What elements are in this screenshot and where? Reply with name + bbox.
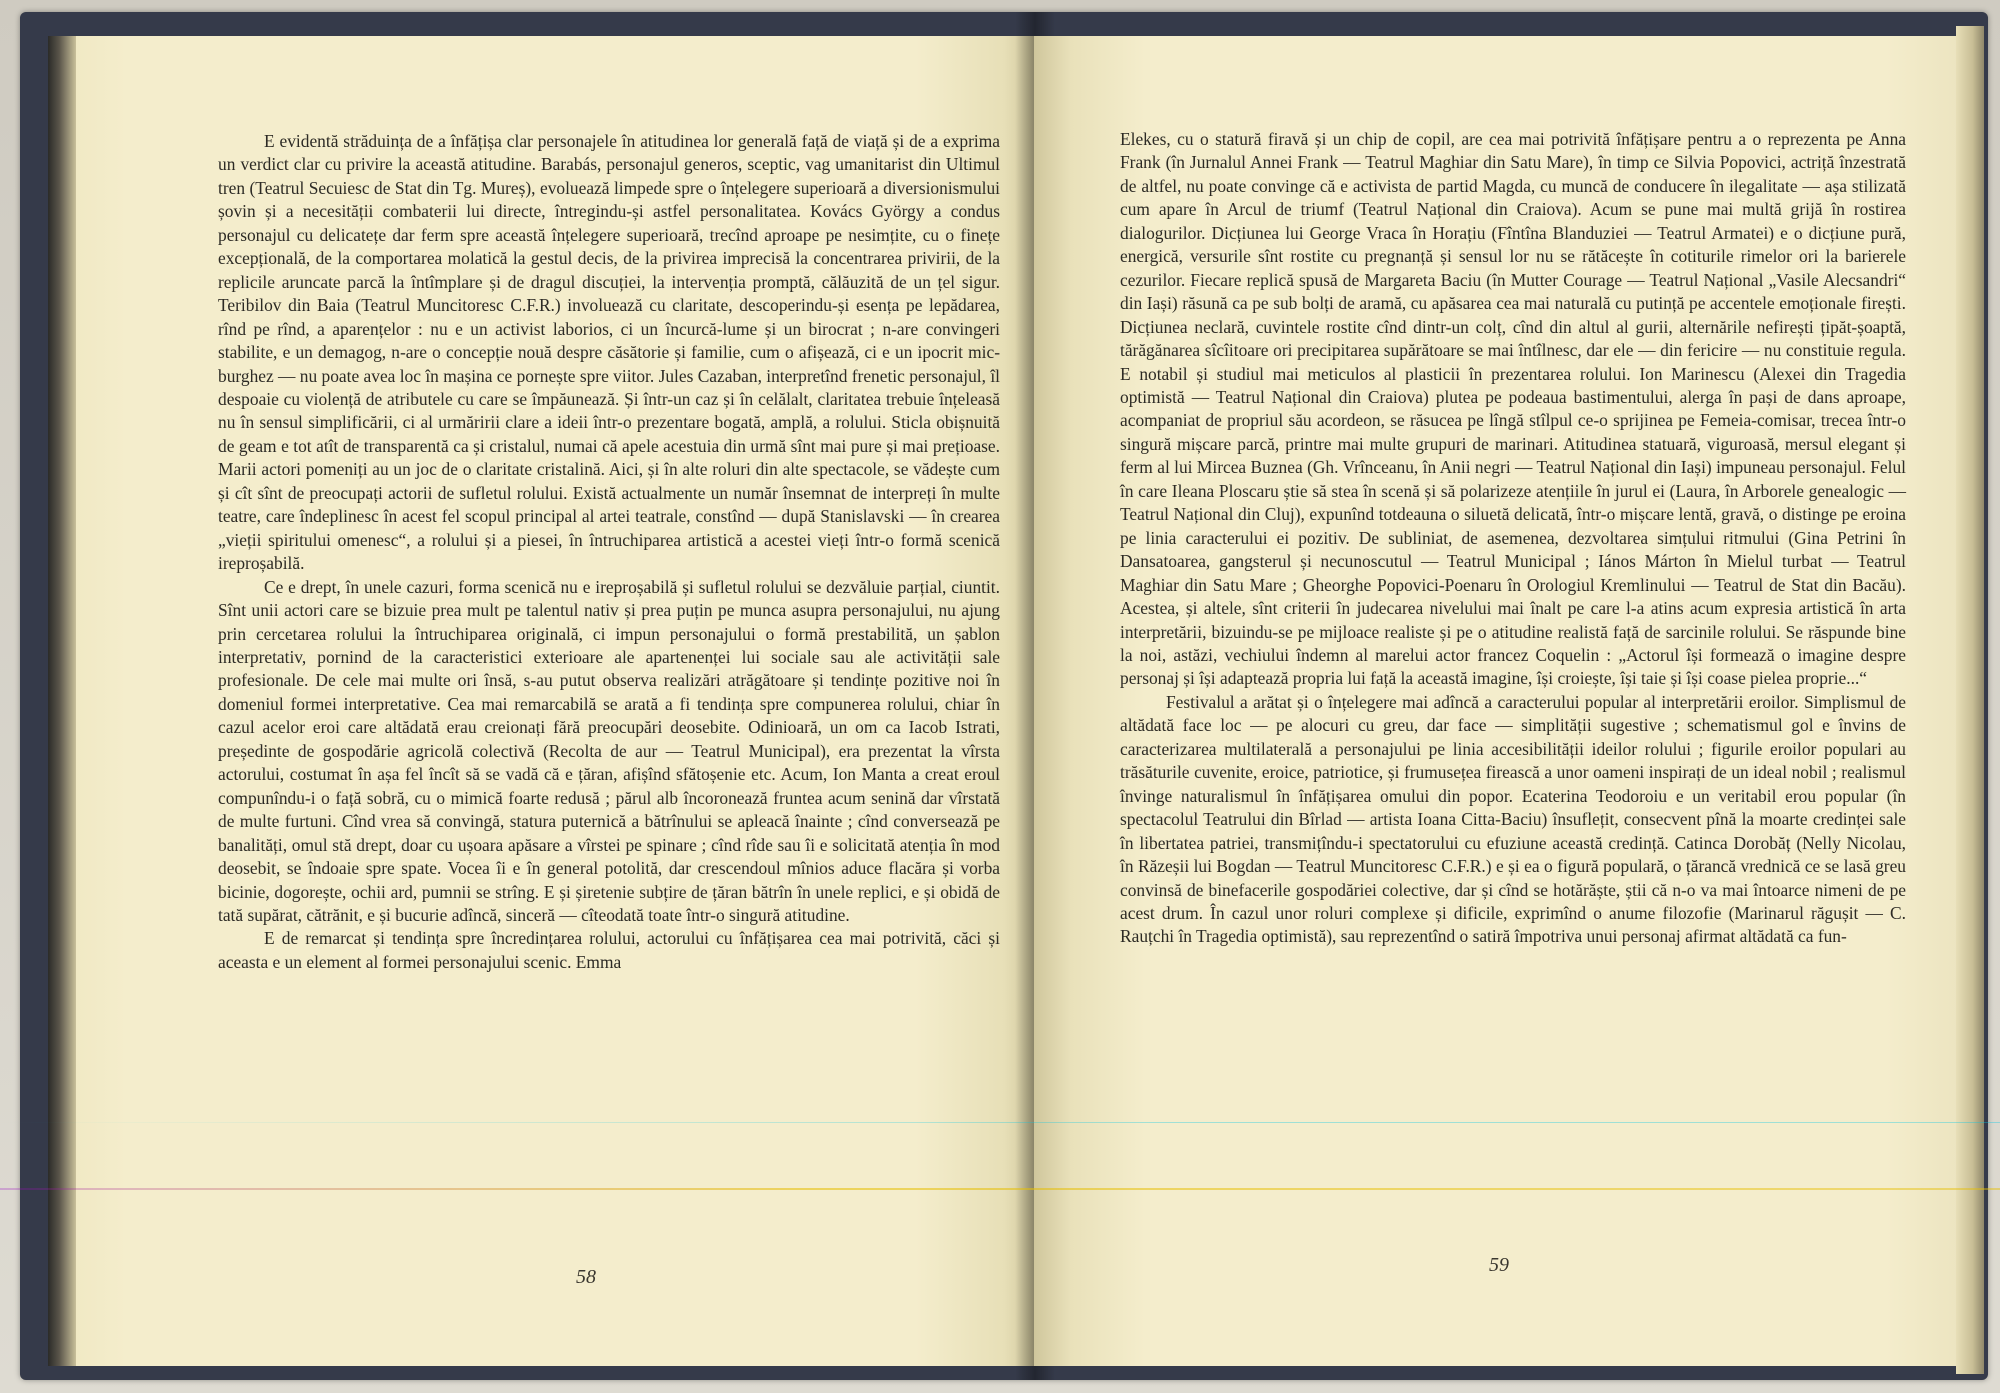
left-page — [48, 36, 1034, 1366]
paragraph: E de remarcat și tendința spre încredințarea rolului, actorului cu înfățișarea cea mai potrivită, căci și aceasta e un element al formei personajului scenic. Emma — [218, 928, 1000, 972]
scan-artifact-line — [0, 1122, 2000, 1123]
page-stack-edge — [1956, 26, 1984, 1374]
page-number: 58 — [576, 1266, 596, 1288]
page-edge-shadow — [48, 36, 76, 1366]
right-page-text — [1120, 128, 1906, 949]
paragraph: E evidentă străduința de a înfățișa clar personajele în atitudinea lor generală față de viață și de a exprima un verdict clar cu privire la această atitudine. Barabás, personajul generos, sceptic, vag umanitarist din Ultimul tren (Teatrul Secuiesc de Stat din Tg. Mureș), evoluează limpede spre o înțelegere superioară a diversionismului șovin și a necesității combaterii lui directe, întregindu-și astfel personalitatea. Kovács György a condus personajul cu delicatețe dar ferm spre această înțelegere superioară, trecînd aproape pe nesimțite, cu o finețe excepțională, de la comportarea molatică la gestul decis, de la privirea imprecisă la concentrarea privirii, de la replicile aruncate parcă la întîmplare și de dragul discuției, la intervenția promptă, călăuzită de un țel sigur. Teribilov din Baia (Teatrul Muncitoresc C.F.R.) involuează cu claritate, descoperindu-și esența pe lepădarea, rînd pe rînd, a aparențelor : nu e un activist laborios, ci un încurcă-lume și un birocrat ; n-are convingeri stabilite, e un demagog, n-are o concepție nouă despre căsătorie și familie, cum o afișează, ci e un ipocrit mic-burghez — nu poate avea loc în mașina ce pornește spre viitor. Jules Cazaban, interpretînd frenetic personajul, îl despoaie cu violență de atributele cu care se împăunează. Și într-un caz și în celălalt, claritatea trebuie înțeleasă nu în sensul simplificării, ci al urmăririi clare a ideii într-o prezentare bogată, amplă, a rolului. Sticla obișnuită de geam e tot atît de transparentă ca și cristalul, numai că apele acestuia din urmă sînt mai pure și mai prețioase. Marii actori pomeniți au un joc de o claritate cristalină. Aici, și în alte roluri din alte spectacole, se vădește cum și cît sînt de preocupați actorii de sufletul rolului. Există actualmente un număr însemnat de interpreți în multe teatre, care îndeplinesc în acest fel scopul principal al artei teatrale, constînd — după Stanislavski — în crearea „vieții spiritului omenesc“, a rolului și a piesei, în întruchiparea artistică a acestei vieți într-o formă scenică ireproșabilă. — [218, 131, 1000, 574]
paragraph: Ce e drept, în unele cazuri, forma scenică nu e ireproșabilă și sufletul rolului se dezvăluie parțial, ciuntit. Sînt unii actori care se bizuie prea mult pe talentul nativ și prea puțin pe munca asupra personajului, nu ajung prin cercetarea rolului la întruchiparea originală, ci impun personajului o formă prestabilită, un șablon interpretativ, pornind de la caracteristici exterioare ale apartenenței lui sociale sau ale activității sale profesionale. De cele mai multe ori însă, s-au putut observa realizări atrăgătoare și tendințe pozitive noi în domeniul formei interpretative. Cea mai remarcabilă se arată a fi tendința spre compunerea rolului, chiar în cazul acelor eroi care altădată erau creionați fără preocupări deosebite. Odinioară, un om ca Iacob Istrati, președinte de gospodărie agricolă colectivă (Recolta de aur — Teatrul Municipal), era prezentat la vîrsta actorului, costumat în așa fel încît să se vadă că e țăran, afișînd sfătoșenie etc. Acum, Ion Manta a creat eroul compunîndu-i o față sobră, cu o mimică foarte redusă ; părul alb încoronează fruntea acum senină dar vîrstată de multe furtuni. Cînd vrea să convingă, statura puternică a bătrînului se apleacă înainte ; cînd conversează pe banalități, omul stă drept, doar cu ușoara apăsare a vîrstei pe spinare ; cînd rîde sau îi e solicitată atenția în mod deosebit, se îndoaie spre spate. Vocea îi e în general potolită, dar crescendoul mînios aduce flacăra și vorba bicinie, dogorește, ochii ard, pumnii se strîng. E și șiretenie subțire de țăran bătrîn în unele replici, e și obidă de tată supărat, cătrănit, e și bucurie adîncă, sinceră — cîteodată toate într-o singură atitudine. — [218, 576, 1000, 925]
page-number: 59 — [1489, 1254, 1509, 1276]
right-page — [1034, 36, 1960, 1366]
scan-artifact-line — [0, 1188, 2000, 1190]
paragraph: Festivalul a arătat și o înțelegere mai adîncă a caracterului popular al interpretării eroilor. Simplismul de altădată face loc — pe alocuri cu greu, dar face — simplității sugestive ; schematismul gol e învins de caracterizarea multilaterală a personajului pe linia accesibilității ideilor rolului ; figurile eroilor populari au trăsăturile cuvenite, eroice, patriotice, și frumusețea firească a unor oameni inspirați de un ideal nobil ; realismul învinge naturalismul în înfățișarea omului din popor. Ecaterina Teodoroiu e un veritabil erou popular (în spectacolul Teatrului din Bîrlad — artista Ioana Citta-Baciu) însuflețit, consecvent pînă la moarte credinței sale în libertatea patriei, transmițîndu-i spectatorului cu efuziune această credință. Catinca Dorobăț (Nelly Nicolau, în Răzeșii lui Bogdan — Teatrul Muncitoresc C.F.R.) e și ea o figură populară, o țărancă vrednică ce se lasă greu convinsă de binefacerile gospodăriei colective, dar și cînd se hotărăște, știi că n-o va mai întoarce nimeni de pe acest drum. În cazul unor roluri complexe și dificile, exprimînd o anume filozofie (Marinarul răgușit — C. Rauțchi în Tragedia optimistă), sau reprezentînd o satiră împotriva unui personaj afirmat altădată ca fun- — [1120, 691, 1906, 947]
paragraph: Elekes, cu o statură firavă și un chip de copil, are cea mai potrivită înfățișare pentru a o reprezenta pe Anna Frank (în Jurnalul Annei Frank — Teatrul Maghiar din Satu Mare), în timp ce Silvia Popovici, actriță înzestrată de altfel, nu poate convinge că e activista de partid Magda, cu muncă de conducere în ilegalitate — așa stilizată cum apare în Arcul de triumf (Teatrul Național din Craiova). Acum se pune mai multă grijă în rostirea dialogurilor. Dicțiunea lui George Vraca în Horațiu (Fîntîna Blanduziei — Teatrul Armatei) e o dicțiune pură, energică, versurile sînt rostite cu pregnanță și sensul lor nu se rătăcește în cotiturile rimelor ori la barierele cezurilor. Fiecare replică spusă de Margareta Baciu (în Mutter Courage — Teatrul Național „Vasile Alecsandri“ din Iași) răsună ca pe sub bolți de aramă, cu apăsarea cea mai naturală cu putință pe accentele emoționale firești. Dicțiunea neclară, cuvintele rostite cînd dintr-un colț, cînd din altul al gurii, alternările nefirești țipăt-șoaptă, tărăgănarea sîcîitoare ori precipitarea supărătoare se mai întîlnesc, dar ele — din fericire — nu constituie regula. E notabil și studiul mai meticulos al plasticii în prezentarea rolului. Ion Marinescu (Alexei din Tragedia optimistă — Teatrul Național din Craiova) plutea pe podeaua bastimentului, alerga în pași de dans aproape, acompaniat de propriul său acordeon, se răsucea pe lîngă stîlpul ce-o sprijinea pe Femeia-comisar, trecea într-o singură mișcare parcă, printre mai multe grupuri de marinari. Atitudinea statuară, viguroasă, mersul elegant și ferm al lui Mircea Buznea (Gh. Vrînceanu, în Anii negri — Teatrul Național din Iași) impuneau personajul. Felul în care Ileana Ploscaru știe să stea în scenă și să polarizeze atențiile în jurul ei (Laura, în Arborele genealogic — Teatrul Național din Cluj), expunînd totdeauna o siluetă delicată, într-o mișcare lentă, gravă, o distinge pe eroina pe linia caracterului ei pozitiv. De subliniat, de asemenea, dezvoltarea simțului ritmului (Gina Petrini în Dansatoarea, gangsterul și necunoscutul — Teatrul Municipal ; Iános Márton în Mielul turbat — Teatrul Maghiar din Satu Mare ; Gheorghe Popovici-Poenaru în Orologiul Kremlinului — Teatrul de Stat din Bacău). Acestea, și altele, sînt criterii în judecarea nivelului mai înalt pe care l-a atins acum expresia artistică în arta interpretării, bizuindu-se pe mijloace realiste și pe o atitudine realistă față de sarcinile rolului. Se răspunde bine la noi, astăzi, vechiului îndemn al marelui actor francez Coquelin : „Actorul își formează o imagine despre personaj și își adaptează propria lui față la această imagine, își croiește, își taie și își coase pielea proprie...“ — [1120, 129, 1906, 689]
left-page-text — [218, 130, 1000, 974]
